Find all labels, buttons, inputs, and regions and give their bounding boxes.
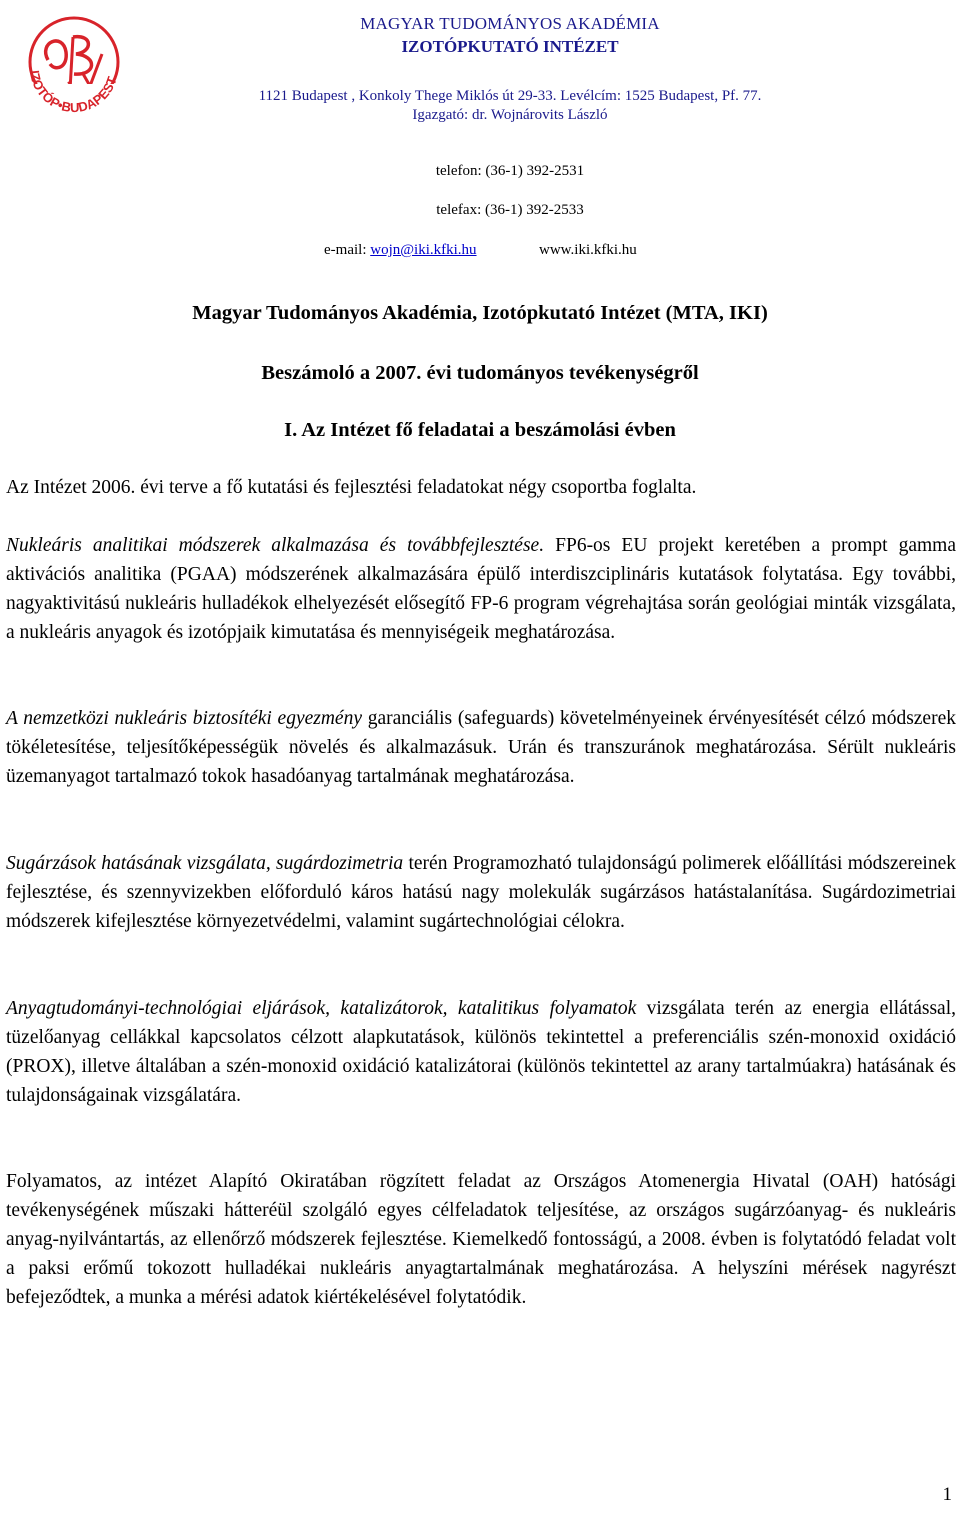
paragraph-materials [6, 994, 956, 1110]
paragraph-radiation [6, 849, 956, 936]
paragraph-heading: Sugárzások hatásának vizsgálata, [6, 853, 271, 874]
section-title: I. Az Intézet fő feladatai a beszámolási évben [284, 419, 676, 441]
paragraph-nuclear-analytics [6, 531, 956, 647]
page-number: 1 [942, 1484, 952, 1505]
phone: telefon: (36-1) 392-2531 [435, 163, 585, 179]
report-title: Beszámoló a 2007. évi tudományos tevékenységről [261, 362, 699, 384]
institute-logo [18, 12, 130, 124]
paragraph-safeguards [6, 704, 956, 791]
paragraph-heading: Nukleáris analitikai módszerek alkalmazása és továbbfejlesztése. [6, 535, 545, 556]
website: www.iki.kfki.hu [539, 242, 637, 258]
institute-title: Magyar Tudományos Akadémia, Izotópkutató Intézet (MTA, IKI) [192, 302, 768, 324]
institute-name: IZOTÓPKUTATÓ INTÉZET [401, 37, 619, 56]
logo-text: IZOTÓP•BUDAPEST [27, 69, 120, 116]
paragraph-intro: Az Intézet 2006. évi terve a fő kutatási és fejlesztési feladatokat négy csoportba foglalta. [6, 477, 697, 498]
address: 1121 Budapest , Konkoly Thege Miklós út 29-33. Levélcím: 1525 Budapest, Pf. 77. [258, 88, 762, 104]
paragraph-oah: Folyamatos, az intézet Alapító Okiratában rögzített feladat az Országos Atomenergia Hivatal (OAH) hatósági tevékenységének műszaki hátteréül szolgáló egyes célfeladatok teljesítése, az országos sugárzóanyag- és nukleáris anyag-nyilvántartás, az ellenőrző módszerek fejlesztése. Kiemelkedő fontosságú, a 2008. évben is folytatódó feladat volt a paksi erőmű tokozott hulladékai nukleáris anyagtartalmának meghatározása. A helyszíni mérések nagyrészt befejeződtek, a munka a mérési adatok kiértékelésével folytatódik. [6, 1171, 956, 1308]
paragraph-body: vizsgálata terén az energia ellátással, tüzelőanyag cellákkal kapcsolatos célzott alapkutatások, különös tekintettel a preferenciális szén-monoxid oxidáció (PROX), illetve általában a szén-monoxid oxidáció katalizátorai (különös tekintettel az arany tartalmúakra) hatásának és tulajdonságainak vizsgálatára. [6, 998, 956, 1106]
paragraph-heading: Anyagtudományi-technológiai eljárások, katalizátorok, katalitikus folyamatok [6, 998, 637, 1019]
paragraph-body: terén Programozható tulajdonságú polimerek előállítási módszereinek fejlesztése, és szennyvizekben előforduló káros hatású nagy molekulák sugárzásos hatástalanítása. Sugárdozimetriai módszerek kifejlesztése környezetvédelmi, valamint sugártechnológiai célokra. [6, 853, 957, 932]
paragraph-body: garanciális (safeguards) követelményeinek érvényesítését célzó módszerek tökéletesítése, teljesítőképességük növelés és alkalmazásuk. Urán és transzuránok meghatározása. Sérült nukleáris üzemanyagot tartalmazó tokok hasadóanyag tartalmának meghatározása. [6, 708, 956, 787]
email-link[interactable]: wojn@iki.kfki.hu [370, 242, 477, 258]
contact-line [324, 242, 637, 259]
director: Igazgató: dr. Wojnárovits László [412, 107, 608, 123]
fax: telefax: (36-1) 392-2533 [436, 202, 584, 218]
paragraph-body: FP6-os EU projekt keretében a prompt gamma aktivációs analitika (PGAA) módszerének alkalmazására épülő interdiszciplináris kutatások folytatása. Egy további, nagyaktivitású nukleáris hulladékok elhelyezését elősegítő FP-6 program végrehajtása során geológiai minták vizsgálata, a nukleáris anyagok és izotópjaik kimutatása és mennyiségeik meghatározása. [6, 535, 956, 643]
paragraph-heading: A nemzetközi nukleáris biztosítéki egyezmény [6, 708, 362, 729]
org-name: MAGYAR TUDOMÁNYOS AKADÉMIA [360, 14, 660, 33]
email-label: e-mail: [324, 242, 371, 258]
paragraph-heading-2: sugárdozimetria [276, 853, 404, 874]
